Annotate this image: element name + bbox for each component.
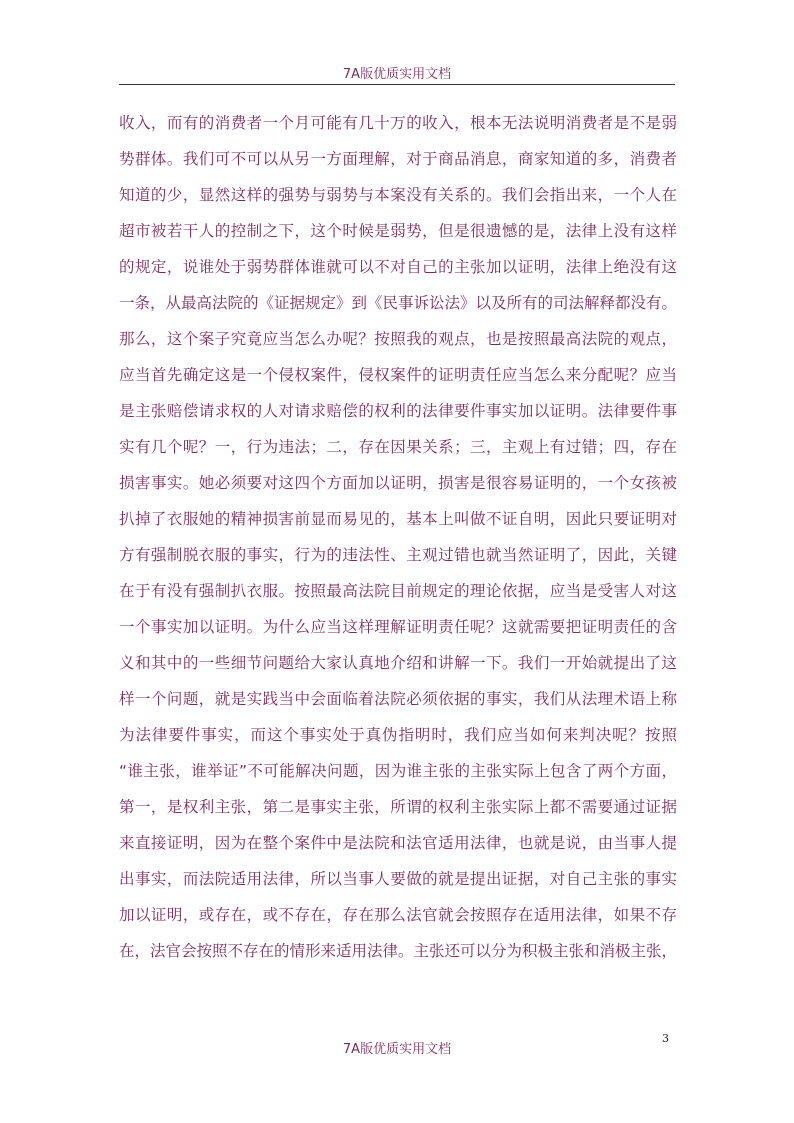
text-line: 收入，而有的消费者一个月可能有几十万的收入，根本无法说明消费者是不是弱 <box>119 114 677 132</box>
text-line: 是主张赔偿请求权的人对请求赔偿的权利的法律要件事实加以证明。法律要件事 <box>119 402 677 420</box>
text-line: 损害事实。她必须要对这四个方面加以证明，损害是很容易证明的，一个女孩被 <box>119 474 677 492</box>
text-line: 方有强制脱衣服的事实，行为的违法性、主观过错也就当然证明了，因此，关键 <box>119 546 677 564</box>
text-line: 来直接证明，因为在整个案件中是法院和法官适用法律，也就是说，由当事人提 <box>119 834 677 852</box>
text-line: 一个事实加以证明。为什么应当这样理解证明责任呢？这就需要把证明责任的含 <box>119 618 677 636</box>
text-line: “谁主张，谁举证”不可能解决问题，因为谁主张的主张实际上包含了两个方面， <box>119 762 677 780</box>
text-line: 应当首先确定这是一个侵权案件，侵权案件的证明责任应当怎么来分配呢？应当 <box>119 366 677 384</box>
text-line: 扒掉了衣服她的精神损害前显而易见的，基本上叫做不证自明，因此只要证明对 <box>119 510 677 528</box>
text-line: 势群体。我们可不可以从另一方面理解，对于商品消息，商家知道的多，消费者 <box>119 150 677 168</box>
text-line: 一条，从最高法院的《证据规定》到《民事诉讼法》以及所有的司法解释都没有。 <box>119 294 677 312</box>
page-footer: 7A版优质实用文档 <box>342 1042 452 1057</box>
text-line: 在，法官会按照不存在的情形来适用法律。主张还可以分为积极主张和消极主张， <box>119 942 677 960</box>
text-line: 知道的少，显然这样的强势与弱势与本案没有关系的。我们会指出来，一个人在 <box>119 186 677 204</box>
text-line: 的规定，说谁处于弱势群体谁就可以不对自己的主张加以证明，法律上绝没有这 <box>119 258 677 276</box>
body-text <box>119 105 677 969</box>
header-divider <box>119 84 675 85</box>
text-line: 那么，这个案子究竟应当怎么办呢？按照我的观点，也是按照最高法院的观点， <box>119 330 677 348</box>
page-header: 7A版优质实用文档 <box>342 67 452 82</box>
page-number: 3 <box>662 1032 669 1045</box>
text-line: 出事实，而法院适用法律，所以当事人要做的就是提出证据，对自己主张的事实 <box>119 870 677 888</box>
text-line: 为法律要件事实，而这个事实处于真伪指明时，我们应当如何来判决呢？按照 <box>119 726 677 744</box>
text-line: 实有几个呢？一，行为违法；二，存在因果关系；三，主观上有过错；四，存在 <box>119 438 677 456</box>
text-line: 义和其中的一些细节问题给大家认真地介绍和讲解一下。我们一开始就提出了这 <box>119 654 677 672</box>
text-line: 第一，是权利主张，第二是事实主张，所谓的权利主张实际上都不需要通过证据 <box>119 798 677 816</box>
text-line: 在于有没有强制扒衣服。按照最高法院目前规定的理论依据，应当是受害人对这 <box>119 582 677 600</box>
text-line: 超市被若干人的控制之下，这个时候是弱势，但是很遗憾的是，法律上没有这样 <box>119 222 677 240</box>
text-line: 加以证明，或存在，或不存在，存在那么法官就会按照存在适用法律，如果不存 <box>119 906 677 924</box>
text-line: 样一个问题，就是实践当中会面临着法院必须依据的事实，我们从法理术语上称 <box>119 690 677 708</box>
